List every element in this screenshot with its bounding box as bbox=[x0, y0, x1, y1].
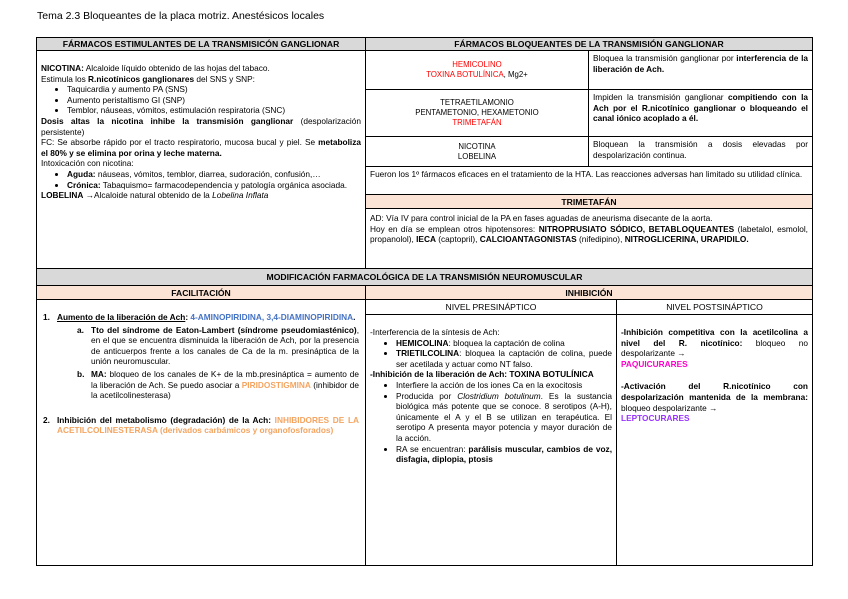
list-item: • Taquicardia y aumento PA (SNS) bbox=[67, 84, 361, 95]
list-item: • Aguda: náuseas, vómitos, temblor, diarrea, sudoración, confusión,… bbox=[67, 169, 361, 180]
bloq-row2-desc: Impiden la transmisión ganglionar compitiendo con la Ach por el R.nicotínico ganglionar o bloqueando el canal iónico acoplado a él. bbox=[588, 89, 813, 137]
list-item: • Interfiere la acción de los iones Ca en la exocitosis bbox=[396, 380, 612, 391]
facilitacion-body bbox=[36, 299, 366, 566]
list-item: • Temblor, náuseas, vómitos, estimulación respiratoria (SNC) bbox=[67, 105, 361, 116]
fc-line: FC: Se absorbe rápido por el tracto respiratorio, mucosa bucal y piel. Se metaboliza el 80% y se elimina por orina y leche materna. bbox=[41, 137, 361, 158]
trimetafan-body: AD: Vía IV para control inicial de la PA en fases aguadas de aneurisma disecante de la aorta. Hoy en día se emplean otros hipotensores: NITROPRUSIATO SÓDICO, BETABLOQUEANTES (labetalol, esmolol, propanolol), IECA (captopril), CALCIOANTAGONISTAS (nifedipino), NITROGLICERINA, URAPIDILO. bbox=[365, 208, 813, 269]
presinaptico-body: -Interferencia de la síntesis de Ach: • HEMICOLINA: bloquea la captación de colina • TRIETILCOLINA: bloquea la captación de colina, puede ser acetilada y actuar como NT falso. -Inhibición de la liberación de Ach: TOXINA BOTULÍNICA • Interfiere la acción de los iones Ca en la exocitosis • Producida por Clostridium botulinum. Es la sustancia biológica más potente que se conoce. 8 serotipos (A-H), únicamente el A y el B se utilizan en terapéutica. El serotipo A presenta mayor potencia y mayor duración de la acción. • RA se encuentran: parálisis muscular, cambios de voz, disfagia, diplopia, ptosis bbox=[365, 314, 617, 566]
list-item: • Producida por Clostridium botulinum. Es la sustancia biológica más potente que se conoce. 8 serotipos (A-H), únicamente el A y el B se utilizan en terapéutica. El serotipo A presenta mayor potencia y mayor duración de la acción. bbox=[396, 391, 612, 444]
postsinaptico-body: -Inhibición competitiva con la acetilcolina a nivel del R. nicotínico: bloqueo no despolarizante → PAQUICURARES -Activación del R.nicotínico con despolarización mantenida de la membrana: bloqueo despolarizante → LEPTOCURARES bbox=[616, 314, 813, 566]
list-item: • RA se encuentran: parálisis muscular, cambios de voz, disfagia, diplopia, ptosis bbox=[396, 444, 612, 465]
facil-item-1b: b. MA: bloqueo de los canales de K+ de la mb.presináptica = aumento de la liberación de Ach. Se puedo asociar a PIRIDOSTIGMINA (inhibidor de la acetilcolinesterasa) bbox=[77, 368, 359, 401]
modificacion-header: MODIFICACIÓN FARMACOLÓGICA DE LA TRANSMISIÓN NEUROMUSCULAR bbox=[36, 268, 813, 286]
list-item: • Crónica: Tabaquismo= farmacodependencia y patología orgánica asociada. bbox=[67, 180, 361, 191]
intoxicacion-list bbox=[41, 169, 361, 190]
nicotina-effects-list bbox=[41, 84, 361, 116]
bloq-row1-desc: Bloquea la transmisión ganglionar por interferencia de la liberación de Ach. bbox=[588, 50, 813, 90]
estimula-line: Estimula los R.nicotínicos ganglionares del SNS y SNP: bbox=[41, 73, 255, 84]
facil-item-1a: a. Tto del síndrome de Eaton-Lambert (síndrome pseudomiasténico), en el que se encuentra disminuida la liberación de Ach, por la presencia de anticuerpos frente a los canales de Ca de la m. presináptica de la unión neuromuscular. bbox=[77, 324, 359, 367]
list-item: • HEMICOLINA: bloquea la captación de colina bbox=[396, 338, 612, 349]
inhibicion-header: INHIBICIÓN bbox=[365, 285, 813, 300]
lobelina-line: LOBELINA →Alcaloide natural obtenido de la Lobelina Inflata bbox=[41, 190, 269, 201]
bloq-row3-drugs: NICOTINA LOBELINA bbox=[365, 136, 589, 167]
trimetafan-header: TRIMETAFÁN bbox=[365, 194, 813, 209]
bloq-row3-desc: Bloquean la transmisión a dosis elevadas por despolarización continua. bbox=[588, 136, 813, 167]
dosis-line: Dosis altas la nicotina inhibe la transmisión ganglionar (despolarización persistente) bbox=[41, 115, 361, 137]
facil-item-2: 2. Inhibición del metabolismo (degradación) de la Ach: INHIBIDORES DE LA ACETILCOLINESTERASA (derivados carbámicos y organofosforados) bbox=[43, 414, 360, 436]
list-item: • Aumento peristaltismo GI (SNP) bbox=[67, 95, 361, 106]
presinaptico-header: NIVEL PRESINÁPTICO bbox=[365, 299, 617, 315]
bloq-row2-drugs: TETRAETILAMONIO PENTAMETONIO, HEXAMETONIO TRIMETAFÁN bbox=[365, 89, 589, 137]
bloq-row1-drugs: HEMICOLINO TOXINA BOTULÍNICA, Mg2+ bbox=[365, 50, 589, 90]
nicotina-line: NICOTINA: Alcaloide líquido obtenido de las hojas del tabaco. bbox=[41, 63, 270, 73]
bloqueantes-header: FÁRMACOS BLOQUEANTES DE LA TRANSMISIÓN GANGLIONAR bbox=[365, 37, 813, 51]
facil-item-1: 1. Aumento de la liberación de Ach: 4-AMINOPIRIDINA, 3,4-DIAMINOPIRIDINA. bbox=[43, 312, 356, 322]
list-item: • TRIETILCOLINA: bloquea la captación de colina, puede ser acetilada y actuar como NT falso. bbox=[396, 348, 612, 369]
page-title: Tema 2.3 Bloqueantes de la placa motriz. Anestésicos locales bbox=[37, 10, 325, 22]
intoxicacion-line: Intoxicación con nicotina: bbox=[41, 158, 134, 169]
postsinaptico-header: NIVEL POSTSINÁPTICO bbox=[616, 299, 813, 315]
facilitacion-header: FACILITACIÓN bbox=[36, 285, 366, 300]
estimulantes-body bbox=[36, 50, 366, 269]
hta-note: Fueron los 1º fármacos eficaces en el tratamiento de la HTA. Las reacciones adversas han limitado su utilidad clínica. bbox=[365, 166, 813, 195]
estimulantes-header: FÁRMACOS ESTIMULANTES DE LA TRANSMISICÓN GANGLIONAR bbox=[36, 37, 366, 51]
